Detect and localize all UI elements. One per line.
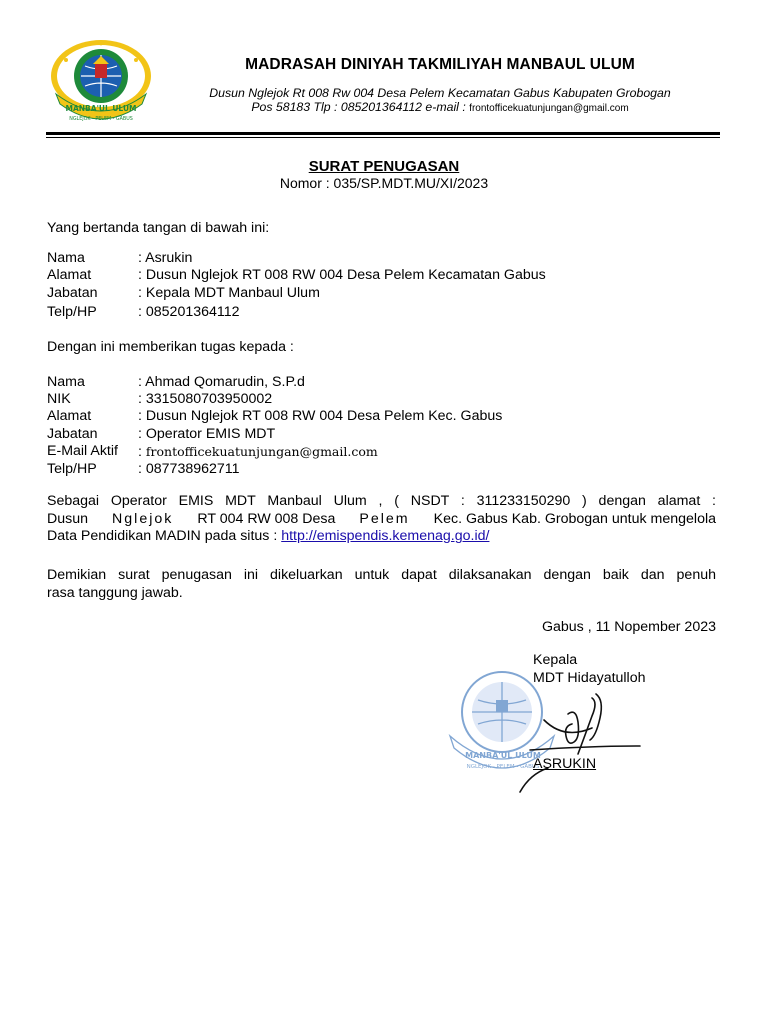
paragraph-line-3 bbox=[47, 528, 716, 546]
assignee-email-value: frontofficekuatunjungan@gmail.com bbox=[145, 444, 378, 459]
signer-address-value: : Dusun Nglejok RT 008 RW 004 Desa Pelem Kecamatan Gabus bbox=[138, 267, 546, 283]
letterhead-rule-thin bbox=[46, 137, 720, 138]
closing-line-1: Demikian surat penugasan ini dikeluarkan untuk dapat dilaksanakan dengan baik dan penuh bbox=[47, 567, 716, 583]
stamp-text: MANBA'UL ULUM bbox=[465, 751, 541, 760]
signer-title-line2: MDT Hidayatulloh bbox=[533, 670, 646, 686]
assignee-position-value: : Operator EMIS MDT bbox=[138, 426, 276, 442]
paragraph-site-prefix: Data Pendidikan MADIN pada situs : bbox=[47, 528, 282, 544]
assignment-paragraph bbox=[47, 493, 716, 546]
letterhead-rule-thick bbox=[46, 132, 720, 135]
assignee-address-label: Alamat bbox=[47, 408, 92, 424]
handwritten-signature-icon bbox=[480, 660, 650, 800]
signer-name-value: : Asrukin bbox=[138, 250, 193, 266]
paragraph-desa: Pelem bbox=[359, 510, 410, 527]
school-address: Dusun Nglejok Rt 008 Rw 004 Desa Pelem Kecamatan Gabus Kabupaten Grobogan bbox=[209, 86, 671, 100]
school-name: MADRASAH DINIYAH TAKMILIYAH MANBAUL ULUM bbox=[245, 56, 635, 73]
assignment-intro: Dengan ini memberikan tugas kepada : bbox=[47, 339, 294, 355]
stamp-subtext: NGLEJOK - PELEM - GABUS bbox=[466, 764, 540, 770]
assignee-phone-value: : 087738962711 bbox=[138, 461, 240, 477]
paragraph-word-dusun: Dusun bbox=[47, 510, 89, 527]
school-contact bbox=[160, 100, 720, 114]
intro-text: Yang bertanda tangan di bawah ini: bbox=[47, 220, 270, 236]
paragraph-line-1: Sebagai Operator EMIS MDT Manbaul Ulum , ( NSDT : 311233150290 ) dengan alamat : bbox=[47, 493, 716, 509]
signer-position-label: Jabatan bbox=[47, 285, 98, 301]
assignee-email-label: E-Mail Aktif bbox=[47, 443, 118, 459]
assignee-position-label: Jabatan bbox=[47, 426, 98, 442]
signer-phone-label: Telp/HP bbox=[47, 304, 97, 320]
signer-title-line1: Kepala bbox=[533, 652, 578, 668]
place-date: Gabus , 11 Nopember 2023 bbox=[541, 619, 716, 635]
assignee-email-separator: : bbox=[138, 444, 146, 460]
paragraph-line-2 bbox=[47, 511, 716, 529]
school-email: frontofficekuatunjungan@gmail.com bbox=[469, 103, 629, 114]
school-contact-text: Pos 58183 Tlp : 085201364112 e-mail : bbox=[251, 100, 470, 114]
paragraph-district: Kec. Gabus Kab. Grobogan untuk mengelola bbox=[433, 510, 716, 527]
signer-address-label: Alamat bbox=[47, 267, 92, 283]
signer-phone-value: : 085201364112 bbox=[138, 304, 240, 320]
assignee-nik-value: : 3315080703950002 bbox=[138, 391, 273, 407]
paragraph-rt-rw: RT 004 RW 008 Desa bbox=[197, 510, 336, 527]
assignee-name-label: Nama bbox=[47, 374, 85, 390]
closing-line-2: rasa tanggung jawab. bbox=[47, 584, 183, 601]
emis-link[interactable]: http://emispendis.kemenag.go.id/ bbox=[281, 528, 490, 544]
document-title: SURAT PENUGASAN bbox=[308, 158, 460, 175]
signer-name-label: Nama bbox=[47, 250, 85, 266]
assignee-nik-label: NIK bbox=[47, 391, 71, 407]
assignee-phone-label: Telp/HP bbox=[47, 461, 97, 477]
paragraph-village: Nglejok bbox=[112, 510, 174, 527]
logo-subtext: NGLEJOK - PELEM - GABUS bbox=[69, 117, 133, 122]
signer-name: ASRUKIN bbox=[533, 756, 597, 772]
closing-paragraph bbox=[47, 567, 716, 602]
document-number: Nomor : 035/SP.MDT.MU/XI/2023 bbox=[279, 175, 489, 191]
assignee-name-value: : Ahmad Qomarudin, S.P.d bbox=[138, 374, 305, 390]
signer-position-value: : Kepala MDT Manbaul Ulum bbox=[138, 285, 320, 301]
madrasah-logo-icon bbox=[48, 38, 154, 124]
assignee-address-value: : Dusun Nglejok RT 008 RW 004 Desa Pelem Kec. Gabus bbox=[138, 408, 503, 424]
logo-banner-text: MANBA'UL ULUM bbox=[65, 104, 137, 113]
assignee-email bbox=[138, 443, 378, 461]
